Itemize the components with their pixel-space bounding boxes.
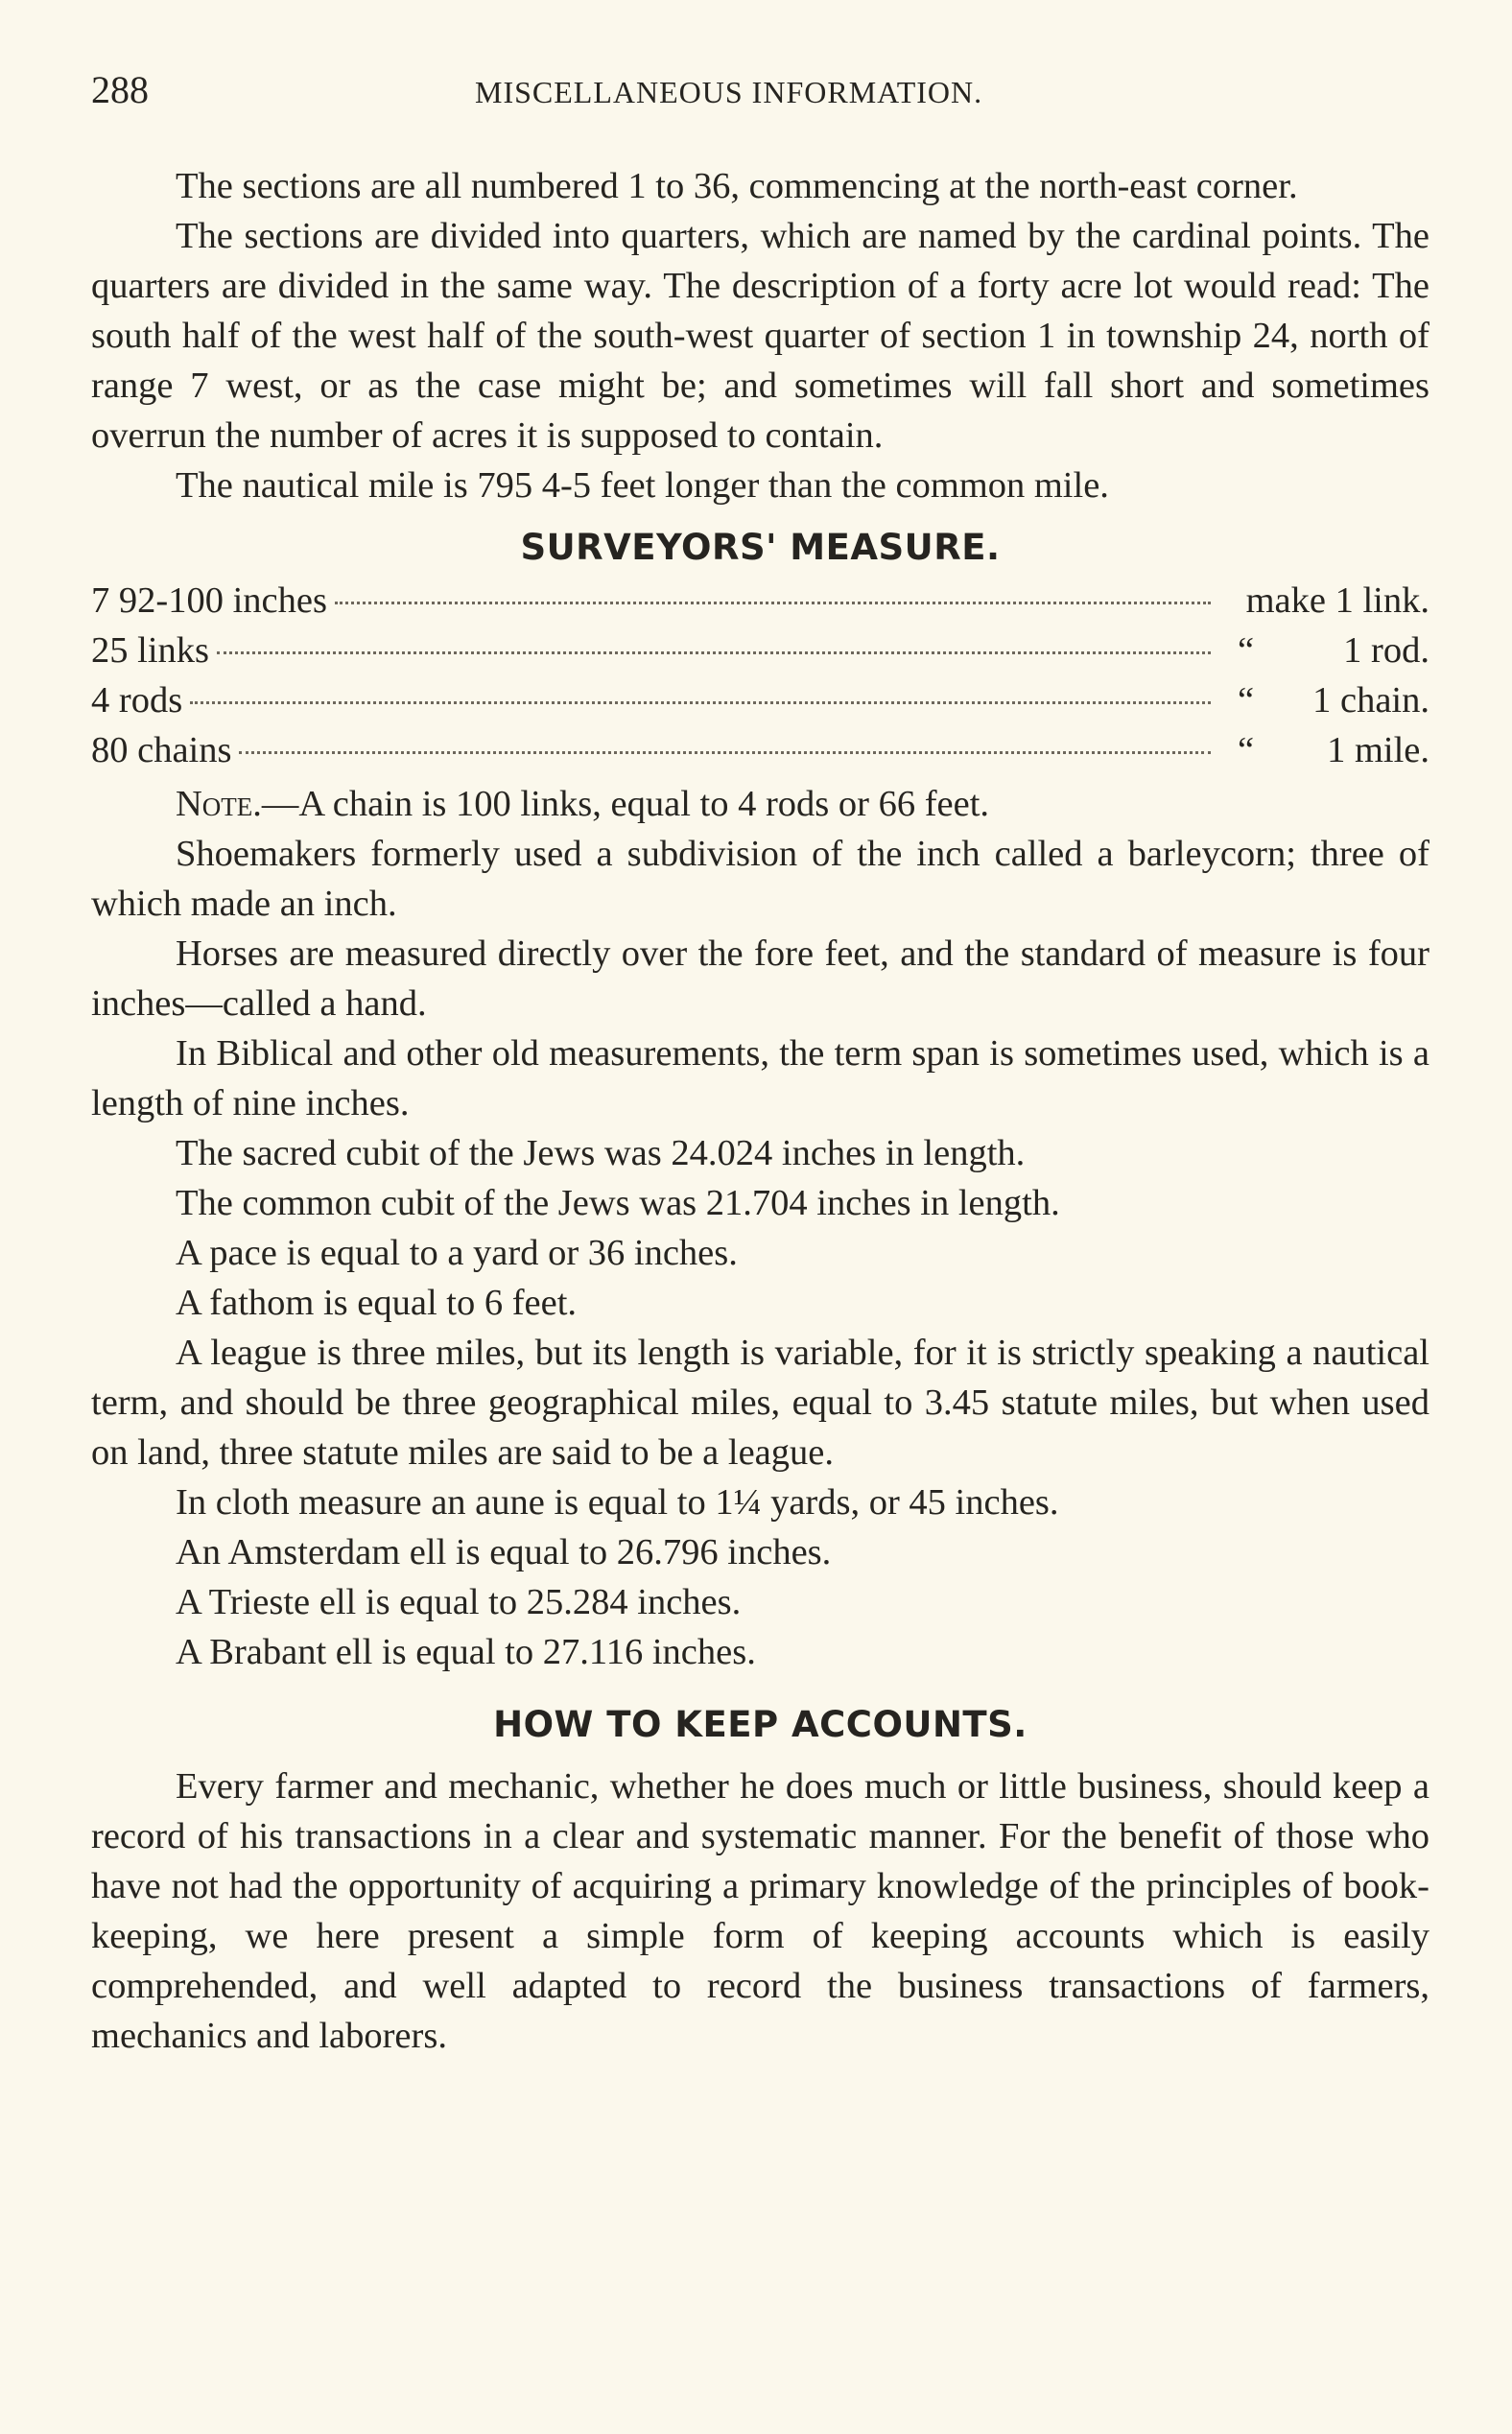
note-paragraph — [91, 779, 1429, 829]
running-head — [91, 67, 1429, 125]
measure-quantity: 80 chains — [91, 730, 232, 770]
paragraph-sections-numbered: The sections are all numbered 1 to 36, commencing at the north-east corner. — [176, 166, 1298, 206]
measure-equivalent — [1218, 579, 1429, 622]
measure-row — [91, 579, 1429, 629]
page-number: 288 — [91, 68, 149, 111]
paragraph-nautical-mile: The nautical mile is 795 4-5 feet longer than the common mile. — [176, 465, 1109, 506]
measure-quantity: 25 links — [91, 630, 210, 671]
book-page — [91, 67, 1429, 2061]
ditto-mark: “ — [1238, 730, 1255, 770]
paragraph-league: A league is three miles, but its length is variable, for it is strictly speaking a nautical term, and should be three geographical miles, equal to 3.45 statute miles, but when used on land, three statute miles are said to be a league. — [91, 1333, 1429, 1473]
dot-leader — [335, 602, 1211, 604]
surveyors-measure-heading: SURVEYORS' MEASURE. — [520, 527, 1001, 568]
measure-row — [91, 679, 1429, 729]
note-label: Note. — [176, 784, 262, 824]
measure-quantity: 7 92-100 inches — [91, 580, 327, 621]
measure-result: make 1 link. — [1245, 580, 1429, 621]
measure-equivalent — [1218, 729, 1429, 771]
measure-equivalent — [1218, 679, 1429, 721]
dot-leader — [217, 651, 1211, 654]
running-title: MISCELLANEOUS INFORMATION. — [475, 75, 983, 109]
measure-row — [91, 629, 1429, 679]
intro-section — [91, 161, 1429, 510]
ditto-mark: “ — [1238, 680, 1255, 721]
paragraph-aune: In cloth measure an aune is equal to 1¼ yards, or 45 inches. — [176, 1482, 1059, 1523]
measure-result: 1 mile. — [1327, 730, 1429, 770]
paragraph-pace: A pace is equal to a yard or 36 inches. — [176, 1233, 738, 1273]
accounts-heading: HOW TO KEEP ACCOUNTS. — [493, 1704, 1028, 1745]
paragraph-fathom: A fathom is equal to 6 feet. — [176, 1283, 578, 1323]
paragraph-brabant-ell: A Brabant ell is equal to 27.116 inches. — [176, 1632, 756, 1672]
dot-leader — [190, 701, 1211, 704]
paragraph-barleycorn: Shoemakers formerly used a subdivision of the inch called a barleycorn; three of which made an inch. — [91, 834, 1429, 924]
note-text: —A chain is 100 links, equal to 4 rods or 66 feet. — [261, 784, 990, 824]
paragraph-sacred-cubit: The sacred cubit of the Jews was 24.024 inches in length. — [176, 1133, 1026, 1173]
paragraph-amsterdam-ell: An Amsterdam ell is equal to 26.796 inches. — [176, 1532, 832, 1572]
paragraph-common-cubit: The common cubit of the Jews was 21.704 inches in length. — [176, 1183, 1060, 1223]
measure-result: 1 rod. — [1343, 630, 1429, 671]
measure-quantity: 4 rods — [91, 680, 183, 721]
measures-notes-section — [91, 779, 1429, 1677]
paragraph-hand: Horses are measured directly over the fore feet, and the standard of measure is four inches—called a hand. — [91, 933, 1429, 1024]
paragraph-sections-divided: The sections are divided into quarters, which are named by the cardinal points. The quarters are divided in the same way. The description of a forty acre lot would read: The south half of the west half of the south-west quarter of section 1 in township 24, north of range 7 west, or as the case might be; and sometimes will fall short and sometimes overrun the number of acres it is supposed to contain. — [91, 216, 1429, 456]
measure-result: 1 chain. — [1312, 680, 1429, 721]
measure-equivalent — [1218, 629, 1429, 672]
ditto-mark: “ — [1238, 630, 1255, 671]
paragraph-trieste-ell: A Trieste ell is equal to 25.284 inches. — [176, 1582, 742, 1622]
measure-row — [91, 729, 1429, 779]
paragraph-accounts: Every farmer and mechanic, whether he does much or little business, should keep a record of his transactions in a clear and systematic manner. For the benefit of those who have not had the opportunity of acquiring a primary knowledge of the principles of book-keeping, we here present a simple form of keeping accounts which is easily comprehended, and well adapted to record the business transactions of farmers, mechanics and laborers. — [91, 1766, 1429, 2056]
paragraph-span: In Biblical and other old measurements, the term span is sometimes used, which is a length of nine inches. — [91, 1033, 1429, 1123]
dot-leader — [239, 751, 1211, 754]
surveyors-measure-table — [91, 579, 1429, 779]
